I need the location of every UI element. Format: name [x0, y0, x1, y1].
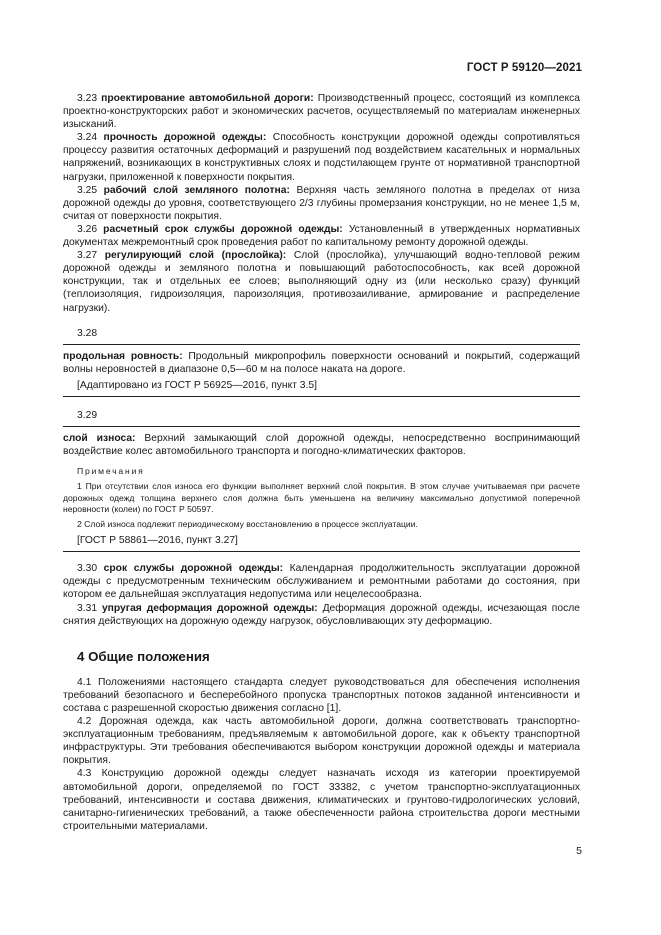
- term-number: 3.30: [77, 563, 98, 575]
- section-body: [63, 676, 580, 833]
- term-number: 3.23: [77, 93, 98, 104]
- term-name: продольная ровность:: [63, 350, 183, 362]
- term-3-26: [63, 223, 580, 249]
- term-name: регулирующий слой (прослойка):: [104, 250, 287, 262]
- term-definition: Производственный процесс, состоящий из комплекса проектно-конструкторских работ и экономических расчетов, осуществляемый по материалам инженерных изысканий.: [63, 93, 580, 131]
- document-code: ГОСТ Р 59120—2021: [466, 62, 582, 74]
- term-definition: Продольный микропрофиль поверхности оснований и покрытий, содержащий волны неровностей в диапазоне 0,5—60 м на полосе наката на дороге.: [63, 350, 580, 375]
- term-definition: Деформация дорожной одежды, исчезающая после снятия действующих на дорожную одежду нагрузок, обусловливающих эту деформацию.: [63, 602, 580, 627]
- note-item: 2 Слой износа подлежит периодическому восстановлению в процессе эксплуатации.: [77, 518, 418, 529]
- term-3-23: [63, 92, 580, 131]
- notes-header: Примечания: [77, 466, 145, 477]
- term-name: расчетный срок службы дорожной одежды:: [103, 223, 343, 235]
- term-definition: Способность конструкции дорожной одежды сопротивляться процессу развития остаточных деформаций и разрушений под воздействием касательных и нормальных напряжений, возникающих в конструктивных слоях и подстилающем грунте от нормативной транспортной нагрузки, приложенной к поверхности покрытия.: [63, 132, 580, 183]
- term-name: проектирование автомобильной дороги:: [101, 93, 314, 104]
- term-number: 3.24: [77, 132, 98, 144]
- term-definition: Слой (прослойка), улучшающий водно-тепловой режим дорожной одежды и земляного полотна и повышающий работоспособность, как всей дорожной конструкции, так и отдельных ее слоев; выполняющий одну из (или несколько сразу) функций (теплоизоляция, гидроизоляция, пароизоляция, противозаиливание, армирование и распределение нагрузки).: [63, 250, 580, 314]
- term-number: 3.26: [77, 223, 98, 235]
- term-definition: Установленный в утвержденных нормативных документах межремонтный срок проведения работ по капитальному ремонту дорожной одежды.: [63, 223, 580, 249]
- terms-list-b: [63, 562, 580, 627]
- term-3-28: [63, 350, 580, 376]
- term-definition: Календарная продолжительность эксплуатации дорожной одежды с предусмотренным техническим обслуживанием и ремонтными работами до состояния, при котором ее дальнейшая эксплуатация недопустима или нецелесообразна.: [63, 563, 580, 601]
- section-paragraph: 4.2 Дорожная одежда, как часть автомобильной дороги, должна соответствовать транспортно-эксплуатационным требованиям, предъявляемым к автомобильной дороге, как к объекту транспортной инфраструктуры. Эти требования обеспечиваются выбором конструкции дорожной одежды и материала покрытия.: [63, 716, 580, 767]
- page-number: 5: [576, 845, 582, 857]
- term-number: 3.27: [77, 250, 98, 262]
- page-content: [63, 92, 580, 833]
- adapted-term-box: [63, 344, 580, 397]
- term-name: упругая деформация дорожной одежды:: [101, 602, 318, 614]
- term-3-30: [63, 562, 580, 601]
- term-definition: Верхняя часть земляного полотна в пределах от низа дорожной одежды до уровня, соответствующего 2/3 глубины промерзания конструкции, но не менее 1,5 м, считая от поверхности покрытия.: [63, 184, 580, 222]
- terms-list-a: [63, 92, 580, 315]
- term-number: 3.31: [77, 602, 98, 614]
- adapted-term-box: [63, 426, 580, 552]
- term-number: 3.25: [77, 184, 98, 196]
- section-title: 4 Общие положения: [77, 648, 210, 664]
- section-paragraph: 4.3 Конструкцию дорожной одежды следует назначать исходя из категории проектируемой автомобильной дороги, определяемой по ГОСТ 33382, с учетом транспортно-эксплуатационных требований, интенсивности и состава движения, климатических и грунтово-гидрологических условий, санитарно-гигиенических требований, а также обеспеченности района строительства дороги местными строительными материалами.: [63, 768, 580, 832]
- term-3-24: [63, 131, 580, 183]
- term-name: слой износа:: [63, 433, 136, 445]
- term-number-3-28: 3.28: [77, 327, 98, 339]
- term-number-3-29: 3.29: [77, 409, 98, 421]
- term-name: рабочий слой земляного полотна:: [103, 184, 290, 196]
- term-definition: Верхний замыкающий слой дорожной одежды, непосредственно воспринимающий воздействие колес автомобильного транспорта и погодно-климатических факторов.: [63, 433, 580, 458]
- term-3-31: [63, 602, 580, 628]
- term-source: [ГОСТ Р 58861—2016, пункт 3.27]: [77, 535, 238, 547]
- term-3-25: [63, 184, 580, 223]
- note-item: 1 При отсутствии слоя износа его функции выполняет верхний слой покрытия. В этом случае учитываемая при расчете дорожных одежд толщина верхнего слоя должна быть уменьшена на величину максимально допустимой поперечной неровности (колеи) по ГОСТ Р 50597.: [63, 481, 580, 514]
- section-paragraph: 4.1 Положениями настоящего стандарта следует руководствоваться для обеспечения исполнения требований безопасного и бесперебойного пропуска транспортных потоков заданной интенсивности и состава с разрешенной скоростью движения согласно [1].: [63, 676, 580, 714]
- term-3-27: [63, 249, 580, 314]
- term-source: [Адаптировано из ГОСТ Р 56925—2016, пункт 3.5]: [77, 379, 317, 391]
- term-3-29: [63, 432, 580, 458]
- term-name: прочность дорожной одежды:: [103, 132, 267, 144]
- term-name: срок службы дорожной одежды:: [103, 563, 284, 575]
